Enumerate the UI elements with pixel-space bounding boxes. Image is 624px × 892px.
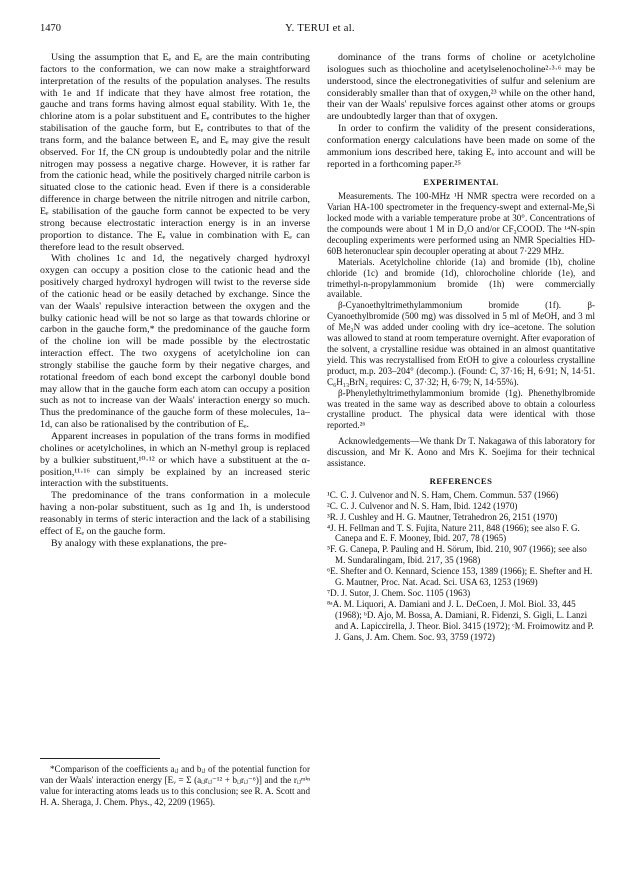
left-column [40, 52, 310, 549]
footnote-text: *Comparison of the coefficients aᵢⱼ and bᵢⱼ of the potential function for van der Waals' interaction energy [Eᵥ = Σ (aᵢⱼrᵢⱼ⁻¹² + bᵢⱼrᵢⱼ⁻⁶)] and the rᵢⱼᵐⁱⁿ value for interacting atoms leads us to this conclusion; see R. A. Scott and H. A. Sheraga, J. Chem. Phys., 42, 2209 (1965). [40, 764, 310, 807]
paragraph: dominance of the trans forms of choline or acetylcholine isologues such as thiocholine and acetylselenocholine²·³·⁶ may be understood, since the electronegativities of sulfur and selenium are considerably smaller than that of oxygen,²³ while on the other hand, their van der Waals' repulsive forces against other atoms or groups are undoubtedly larger than that of oxygen. [327, 52, 595, 123]
reference-item: ⁵F. G. Canepa, P. Pauling and H. Sörum, Ibid. 210, 907 (1966); see also M. Sundaralingam, Ibid. 217, 35 (1968) [327, 544, 587, 566]
compound-1g-paragraph: β-Phenylethyltrimethylammonium bromide (1g). Phenethylbromide was treated in the same way as described above to obtain a colourless crystalline product. The physical data were identical with those reported.²⁶ [327, 387, 595, 431]
running-head: Y. TERUI et al. [285, 23, 355, 34]
right-column [327, 52, 595, 642]
measurements-paragraph: Measurements. The 100-MHz ¹H NMR spectra were recorded on a Varian HA-100 spectrometer in the frequency-swept and external-Me₄Si locked mode with a variable temperature probe at 30°. Concentrations of the compounds were about 1 M in D₂O and/or CF₃COOD. The ¹⁴N-spin decoupling experiments were performed using an NMR Specialties HD-60B heteronuclear spin decoupler operating at about 7·229 MHz. [327, 191, 595, 256]
reference-list [327, 490, 595, 643]
reference-item: ⁴J. H. Fellman and T. S. Fujita, Nature 211, 848 (1966); see also F. G. Canepa and E. F. Mooney, Ibid. 207, 78 (1965) [327, 522, 580, 544]
paragraph: In order to confirm the validity of the present considerations, conformation energy calculations have been made on some of the ammonium ions described here, taking Eᵥ into account and will be reported in a forthcoming paper.²⁵ [327, 123, 595, 170]
paragraph: With cholines 1c and 1d, the negatively charged hydroxyl oxygen can occupy a position close to the cationic head and the positively charged hydroxyl hydrogen will twist to the reverse side of the cationic head or be easily detached by exchange. Since the van der Waals' repulsive interaction between the oxygen and the bulky cationic head will be not so large as that towards chlorine or carbon in the gauche form,* the predominance of the gauche form of the choline ion will be made possible by the electrostatic interaction effect. The two oxygens of acetylcholine ion can strongly stabilise the gauche form by their negative charges, and rotational freedom of each bond except the carbonyl double bond may allow that in the gauche form each atom can occupy a position such as not to increase van der Waals' interaction energy so much. Thus the predominance of the gauche form of these molecules, 1a–1d, can also be rationalised by the contribution of Eₑ. [40, 253, 310, 431]
compound-1f-paragraph: β-Cyanoethyltrimethylammonium bromide (1f). β-Cyanoethylbromide (500 mg) was dissolved in 5 ml of MeOH, and 3 ml of Me₃N was added under cooling with dry ice–acetone. The solution was allowed to stand at room temperature overnight. After evaporation of the solvent, a crystalline residue was obtained in an almost quantitative yield. This was recrystallised from EtOH to give a colourless crystalline product, m.p. 203–204° (decomp.). (Found: C, 37·16; H, 6·91; N, 14·51. C₆H₁₃BrN₂ requires: C, 37·32; H, 6·79; N, 14·55%). [327, 300, 595, 387]
footnote [40, 758, 310, 808]
materials-paragraph: Materials. Acetylcholine chloride (1a) and bromide (1b), choline chloride (1c) and bromide (1d), chlorocholine chloride (1e), and trimethyl-n-propylammonium bromide (1h) were commercially available. [327, 256, 595, 300]
page-header [40, 23, 600, 37]
reference-item: ³R. J. Cushley and H. G. Mautner, Tetrahedron 26, 2151 (1970) [327, 511, 558, 522]
reference-item: ⁶E. Shefter and O. Kennard, Science 153, 1389 (1966); E. Shefter and H. G. Mautner, Proc. Nat. Acad. Sci. USA 63, 1253 (1969) [327, 566, 593, 588]
paragraph: The predominance of the trans conformation in a molecule having a non-polar substituent, such as 1g and 1h, is understood reasonably in terms of steric interaction and the lack of a stabilising effect of Eₑ on the gauche form. [40, 490, 310, 537]
reference-item: ¹C. C. J. Culvenor and N. S. Ham, Chem. Commun. 537 (1966) [327, 489, 559, 500]
acknowledgements: Acknowledgements—We thank Dr T. Nakagawa of this laboratory for discussion, and Mr K. Aono and Mrs K. Soejima for their technical assistance. [327, 436, 595, 469]
paragraph: By analogy with these explanations, the pre- [51, 537, 227, 549]
paragraph: Apparent increases in population of the trans forms in modified cholines or acetylcholines, in which an N-methyl group is replaced by a bulkier substituent,¹⁰·¹² or which have a substituent at the α-position,¹¹·¹⁶ can simply be explained by an increased steric interaction with the substituents. [40, 431, 310, 490]
experimental-heading: EXPERIMENTAL [423, 177, 499, 188]
reference-item: ²C. C. J. Culvenor and N. S. Ham, Ibid. 1242 (1970) [327, 500, 518, 511]
experimental-section [327, 191, 595, 469]
references-heading: REFERENCES [429, 475, 493, 486]
footnote-rule [40, 758, 160, 759]
reference-item: ⁷D. J. Sutor, J. Chem. Soc. 1105 (1963) [327, 587, 471, 598]
page-number: 1470 [40, 23, 61, 34]
reference-item: ⁸ᵃA. M. Liquori, A. Damiani and J. L. DeCoen, J. Mol. Biol. 33, 445 (1968); ᵇD. Ajo, M. Bossa, A. Damiani, R. Fidenzi, S. Gigli, L. Lanzi and A. Lapiccirella, J. Theor. Biol. 3415 (1972); ᶜM. Froimowitz and P. J. Gans, J. Am. Chem. Soc. 93, 3759 (1972) [327, 598, 594, 642]
paragraph: Using the assumption that Eₑ and Eₑ are the main contributing factors to the conformation, we can now make a straightforward interpretation of the results of the population analyses. The results with 1e and 1f indicate that they have almost free rotation, the gauche and trans forms having almost equal stability. With 1e, the chlorine atom is a polar substituent and Eₑ contributes to the higher stabilisation of the gauche form, but Eₑ contributes to that of the trans form, and the balance between Eₑ and Eₑ may give the result observed. For 1f, the CN group is undoubtedly polar and the nitrile nitrogen may possess a negative charge. However, it is rather far from the cationic head, while the positively charged nitrile carbon is situated close to the cationic head. Even if there is a considerable difference in charge between the nitrile nitrogen and nitrile carbon, Eₑ stabilisation of the gauche form cannot be expected to be very strong because electrostatic interaction energy is in an inverse proportion to distance. The Eₑ value in combination with Eₑ can therefore lead to the result observed. [40, 52, 310, 253]
